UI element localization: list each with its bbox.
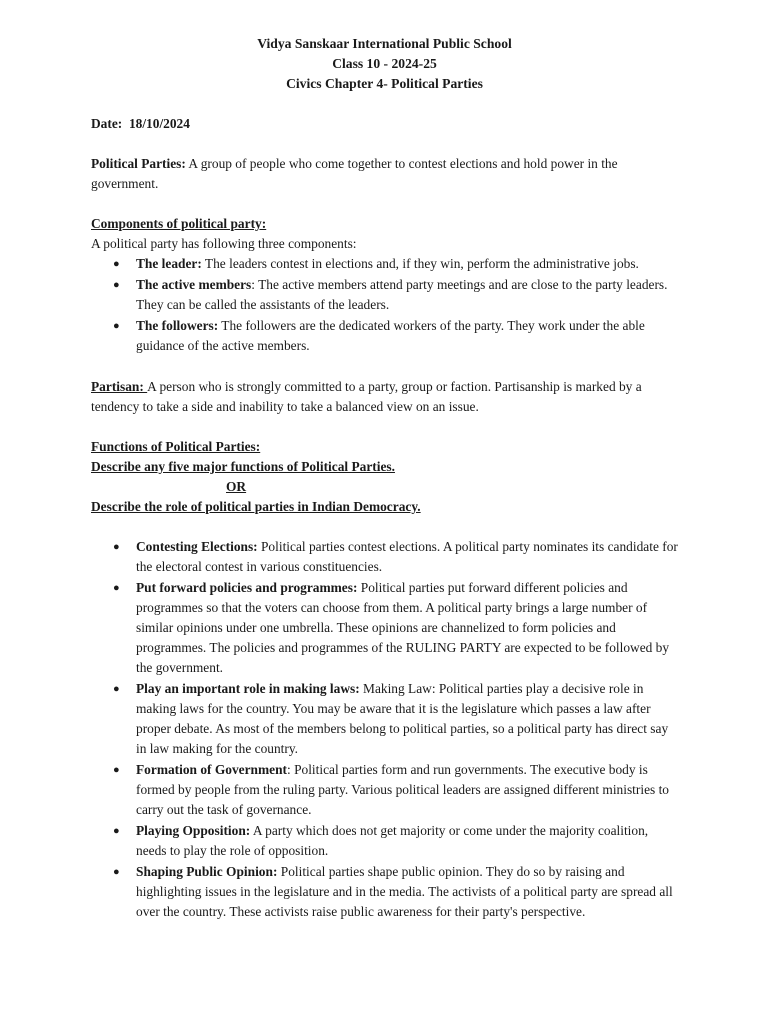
question-one: Describe any five major functions of Political Parties.: [91, 459, 395, 474]
list-item: ● Put forward policies and programmes: Political parties put forward different policies and programmes so that the voters can choose from them. A political party brings a large number of similar opinions under one umbrella. These opinions are channelized to form policies and programmes. The policies and programmes of the RULING PARTY are expected to be followed by the government.: [113, 580, 670, 675]
date-line: [91, 114, 678, 134]
definition-text: A group of people who come together to contest elections and hold power in the government.: [91, 156, 618, 191]
class-line: Class 10 - 2024-25: [332, 56, 437, 71]
or-separator: OR: [226, 479, 247, 494]
bullet-icon: ●: [113, 683, 120, 695]
list-item: ● The active members: The active members attend party meetings and are close to the party leaders. They can be called the assistants of the leaders.: [113, 277, 668, 312]
bullet-icon: ●: [113, 320, 120, 332]
bullet-icon: ●: [113, 825, 120, 837]
document-header: [91, 34, 678, 94]
partisan-term: Partisan:: [91, 379, 148, 394]
list-item: ● Formation of Government: Political parties form and run governments. The executive body is formed by people from the ruling party. Various political leaders are assigned different ministries to carry out the task of governance.: [113, 762, 669, 817]
functions-list: [91, 537, 678, 922]
components-list: [91, 254, 678, 356]
list-item: ● Contesting Elections: Political parties contest elections. A political party nominates its candidate for the electoral contest in various constituencies.: [113, 539, 678, 574]
definition-paragraph: [91, 154, 678, 194]
components-intro: A political party has following three components:: [91, 236, 357, 251]
list-item: ● The leader: The leaders contest in elections and, if they win, perform the administrative jobs.: [91, 254, 678, 274]
list-item: ● Shaping Public Opinion: Political parties shape public opinion. They do so by raising and highlighting issues in the legislature and in the media. The activists of a political party are spread all over the country. These activists raise public awareness for their party's perspective.: [113, 864, 673, 919]
date-label: Date:: [91, 116, 123, 131]
partisan-paragraph: [91, 377, 678, 417]
question-two: Describe the role of political parties in Indian Democracy.: [91, 499, 421, 514]
functions-heading: Functions of Political Parties:: [91, 439, 261, 454]
school-name: Vidya Sanskaar International Public School: [257, 36, 512, 51]
components-heading: Components of political party:: [91, 216, 267, 231]
bullet-icon: ●: [113, 866, 120, 878]
definition-term: Political Parties:: [91, 156, 186, 171]
bullet-icon: ●: [113, 764, 120, 776]
list-item: ● The followers: The followers are the dedicated workers of the party. They work under the able guidance of the active members.: [113, 318, 645, 353]
bullet-icon: ●: [113, 279, 120, 291]
list-item: ● Playing Opposition: A party which does not get majority or come under the majority coalition, needs to play the role of opposition.: [113, 823, 649, 858]
bullet-icon: ●: [113, 582, 120, 594]
date-value: 18/10/2024: [128, 116, 190, 131]
partisan-text: A person who is strongly committed to a party, group or faction. Partisanship is marked by a tendency to take a side and inability to take a balanced view on an issue.: [91, 379, 642, 414]
bullet-icon: ●: [113, 541, 120, 553]
chapter-title: Civics Chapter 4- Political Parties: [286, 76, 483, 91]
bullet-icon: ●: [113, 258, 120, 270]
list-item: ● Play an important role in making laws: Making Law: Political parties play a decisive role in making laws for the country. You may be aware that it is the legislature which passes a law after proper debate. As most of the members belong to political parties, so a political party has direct say in law making for the country.: [113, 681, 669, 756]
